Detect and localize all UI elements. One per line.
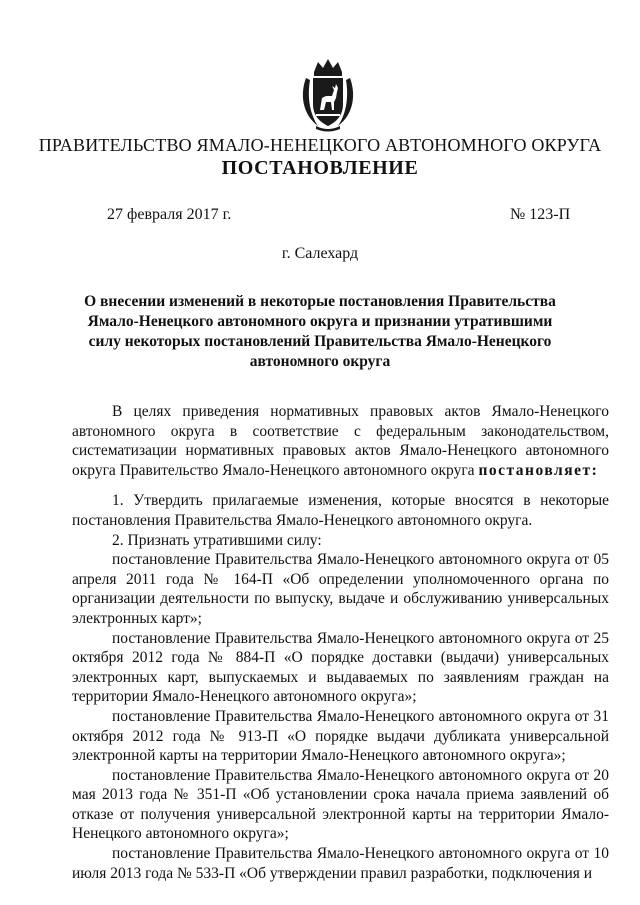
document-body bbox=[72, 402, 609, 883]
document-type: ПОСТАНОВЛЕНИЕ bbox=[221, 157, 419, 179]
document-city: г. Салехард bbox=[281, 245, 359, 262]
list-item: 2. Признать утратившими силу: bbox=[112, 531, 322, 549]
coat-of-arms-emblem bbox=[296, 56, 360, 132]
preamble-decision: постановляет: bbox=[478, 461, 599, 479]
list-item: постановление Правительства Ямало-Ненецкого автономного округа от 10 июля 2013 года № 533-П «Об утверждении правил разработки, подключения и bbox=[72, 845, 609, 882]
list-item: постановление Правительства Ямало-Ненецкого автономного округа от 31 октября 2012 года № 913-П «О порядке выдачи дубликата универсальной электронной карты на территории Ямало-Ненецкого автономного округа»; bbox=[72, 707, 609, 765]
preamble-text: В целях приведения нормативных правовых актов Ямало-Ненецкого автономного округа в соответствие с федеральным законодательством, систематизации нормативных правовых актов Ямало-Ненецкого автономного округа Правительство Ямало-Ненецкого автономного округа bbox=[72, 403, 609, 479]
government-name: ПРАВИТЕЛЬСТВО ЯМАЛО-НЕНЕЦКОГО АВТОНОМНОГО ОКРУГА bbox=[38, 135, 602, 155]
list-item: 1. Утвердить прилагаемые изменения, которые вносятся в некоторые постановления Правительства Ямало-Ненецкого автономного округа. bbox=[72, 492, 609, 529]
list-item: постановление Правительства Ямало-Ненецкого автономного округа от 05 апреля 2011 года № 164-П «Об определении уполномоченного органа по организации деятельности по выпуску, выдаче и обслуживанию универсальных электронных карт»; bbox=[72, 551, 609, 627]
document-title: О внесении изменений в некоторые постановления Правительства Ямало-Ненецкого автономного округа и признании утратившими силу некоторых постановлений Правительства Ямало-Ненецкого автономного округа bbox=[84, 293, 556, 370]
list-item: постановление Правительства Ямало-Ненецкого автономного округа от 25 октября 2012 года № 884-П «О порядке доставки (выдачи) универсальных электронных карт, выпускаемых и выдаваемых по заявлениям граждан на территории Ямало-Ненецкого автономного округа»; bbox=[72, 629, 609, 706]
document-date: 27 февраля 2017 г. bbox=[107, 206, 232, 223]
document-number: № 123-П bbox=[510, 206, 571, 223]
list-item: постановление Правительства Ямало-Ненецкого автономного округа от 20 мая 2013 года № 351-П «Об установлении срока начала приема заявлений об отказе от получения универсальной электронной карты на территории Ямало-Ненецкого автономного округа»; bbox=[72, 766, 609, 843]
preamble-paragraph bbox=[72, 402, 609, 480]
